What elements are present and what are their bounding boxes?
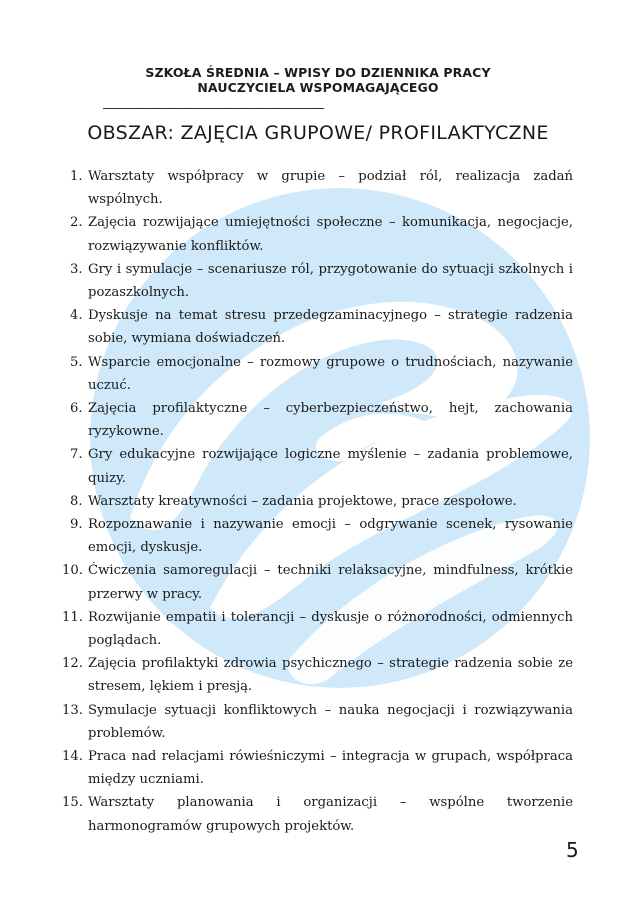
list-item xyxy=(70,513,573,559)
item-text: Zajęcia profilaktyczne – cyberbezpieczeństwo, hejt, zachowania ryzykowne. xyxy=(88,401,573,440)
list-item xyxy=(70,304,573,350)
item-number: 8. xyxy=(70,493,83,509)
item-number: 15. xyxy=(62,795,83,811)
item-number: 10. xyxy=(62,563,83,579)
item-number: 14. xyxy=(62,749,83,765)
item-number: 11. xyxy=(62,609,83,625)
item-text: Symulacje sytuacji konfliktowych – nauka negocjacji i rozwiązywania problemów. xyxy=(88,702,573,741)
list-item xyxy=(62,559,573,605)
header-title-line-1: SZKOŁA ŚREDNIA – WPISY DO DZIENNIKA PRACY xyxy=(145,65,491,80)
item-number: 3. xyxy=(70,261,83,277)
item-text: Warsztaty planowania i organizacji – wspólne tworzenie harmonogramów grupowych projektów. xyxy=(88,795,573,834)
item-text: Zajęcia rozwijające umiejętności społeczne – komunikacja, negocjacje, rozwiązywanie konfliktów. xyxy=(88,215,573,254)
list-item xyxy=(70,351,573,397)
document-header xyxy=(0,65,636,95)
header-separator: ________________________________________ xyxy=(103,95,323,110)
item-number: 12. xyxy=(62,656,83,672)
list-item xyxy=(70,397,573,443)
item-number: 1. xyxy=(70,169,83,184)
item-text: Warsztaty współpracy w grupie – podział ról, realizacja zadań wspólnych. xyxy=(88,169,573,208)
item-number: 13. xyxy=(62,702,83,718)
list-item xyxy=(62,745,573,791)
list-item xyxy=(62,699,573,745)
activities-list xyxy=(62,165,573,838)
item-text: Praca nad relacjami rówieśniczymi – integracja w grupach, współpraca między uczniami. xyxy=(88,749,573,788)
list-item xyxy=(62,606,573,652)
item-text: Rozpoznawanie i nazywanie emocji – odgrywanie scenek, rysowanie emocji, dyskusje. xyxy=(88,517,573,556)
item-text: Dyskusje na temat stresu przedegzaminacyjnego – strategie radzenia sobie, wymiana doświadczeń. xyxy=(88,308,573,347)
item-number: 5. xyxy=(70,354,83,370)
list-item xyxy=(62,791,573,837)
item-text: Ćwiczenia samoregulacji – techniki relaksacyjne, mindfulness, krótkie przerwy w pracy. xyxy=(88,563,573,602)
item-text: Zajęcia profilaktyki zdrowia psychicznego – strategie radzenia sobie ze stresem, lękiem i presją. xyxy=(88,656,573,695)
list-item xyxy=(70,165,573,211)
item-number: 6. xyxy=(70,401,83,417)
item-text: Warsztaty kreatywności – zadania projektowe, prace zespołowe. xyxy=(88,493,517,509)
list-item xyxy=(70,490,573,513)
list-item xyxy=(62,652,573,698)
item-number: 4. xyxy=(70,308,83,324)
list-item xyxy=(70,211,573,257)
page-number: 5 xyxy=(566,838,579,862)
item-text: Wsparcie emocjonalne – rozmowy grupowe o trudnościach, nazywanie uczuć. xyxy=(88,354,573,393)
item-text: Gry edukacyjne rozwijające logiczne myślenie – zadania problemowe, quizy. xyxy=(88,447,573,486)
header-title-line-2: NAUCZYCIELA WSPOMAGAJĄCEGO xyxy=(197,80,439,95)
list-item xyxy=(70,258,573,304)
item-text: Rozwijanie empatii i tolerancji – dyskusje o różnorodności, odmiennych poglądach. xyxy=(88,609,573,649)
item-number: 7. xyxy=(70,447,83,463)
list-item xyxy=(70,443,573,489)
item-number: 9. xyxy=(70,517,83,533)
section-title: OBSZAR: ZAJĘCIA GRUPOWE/ PROFILAKTYCZNE xyxy=(87,122,549,144)
item-number: 2. xyxy=(70,215,83,231)
item-text: Gry i symulacje – scenariusze ról, przygotowanie do sytuacji szkolnych i pozaszkolnych. xyxy=(88,261,573,301)
